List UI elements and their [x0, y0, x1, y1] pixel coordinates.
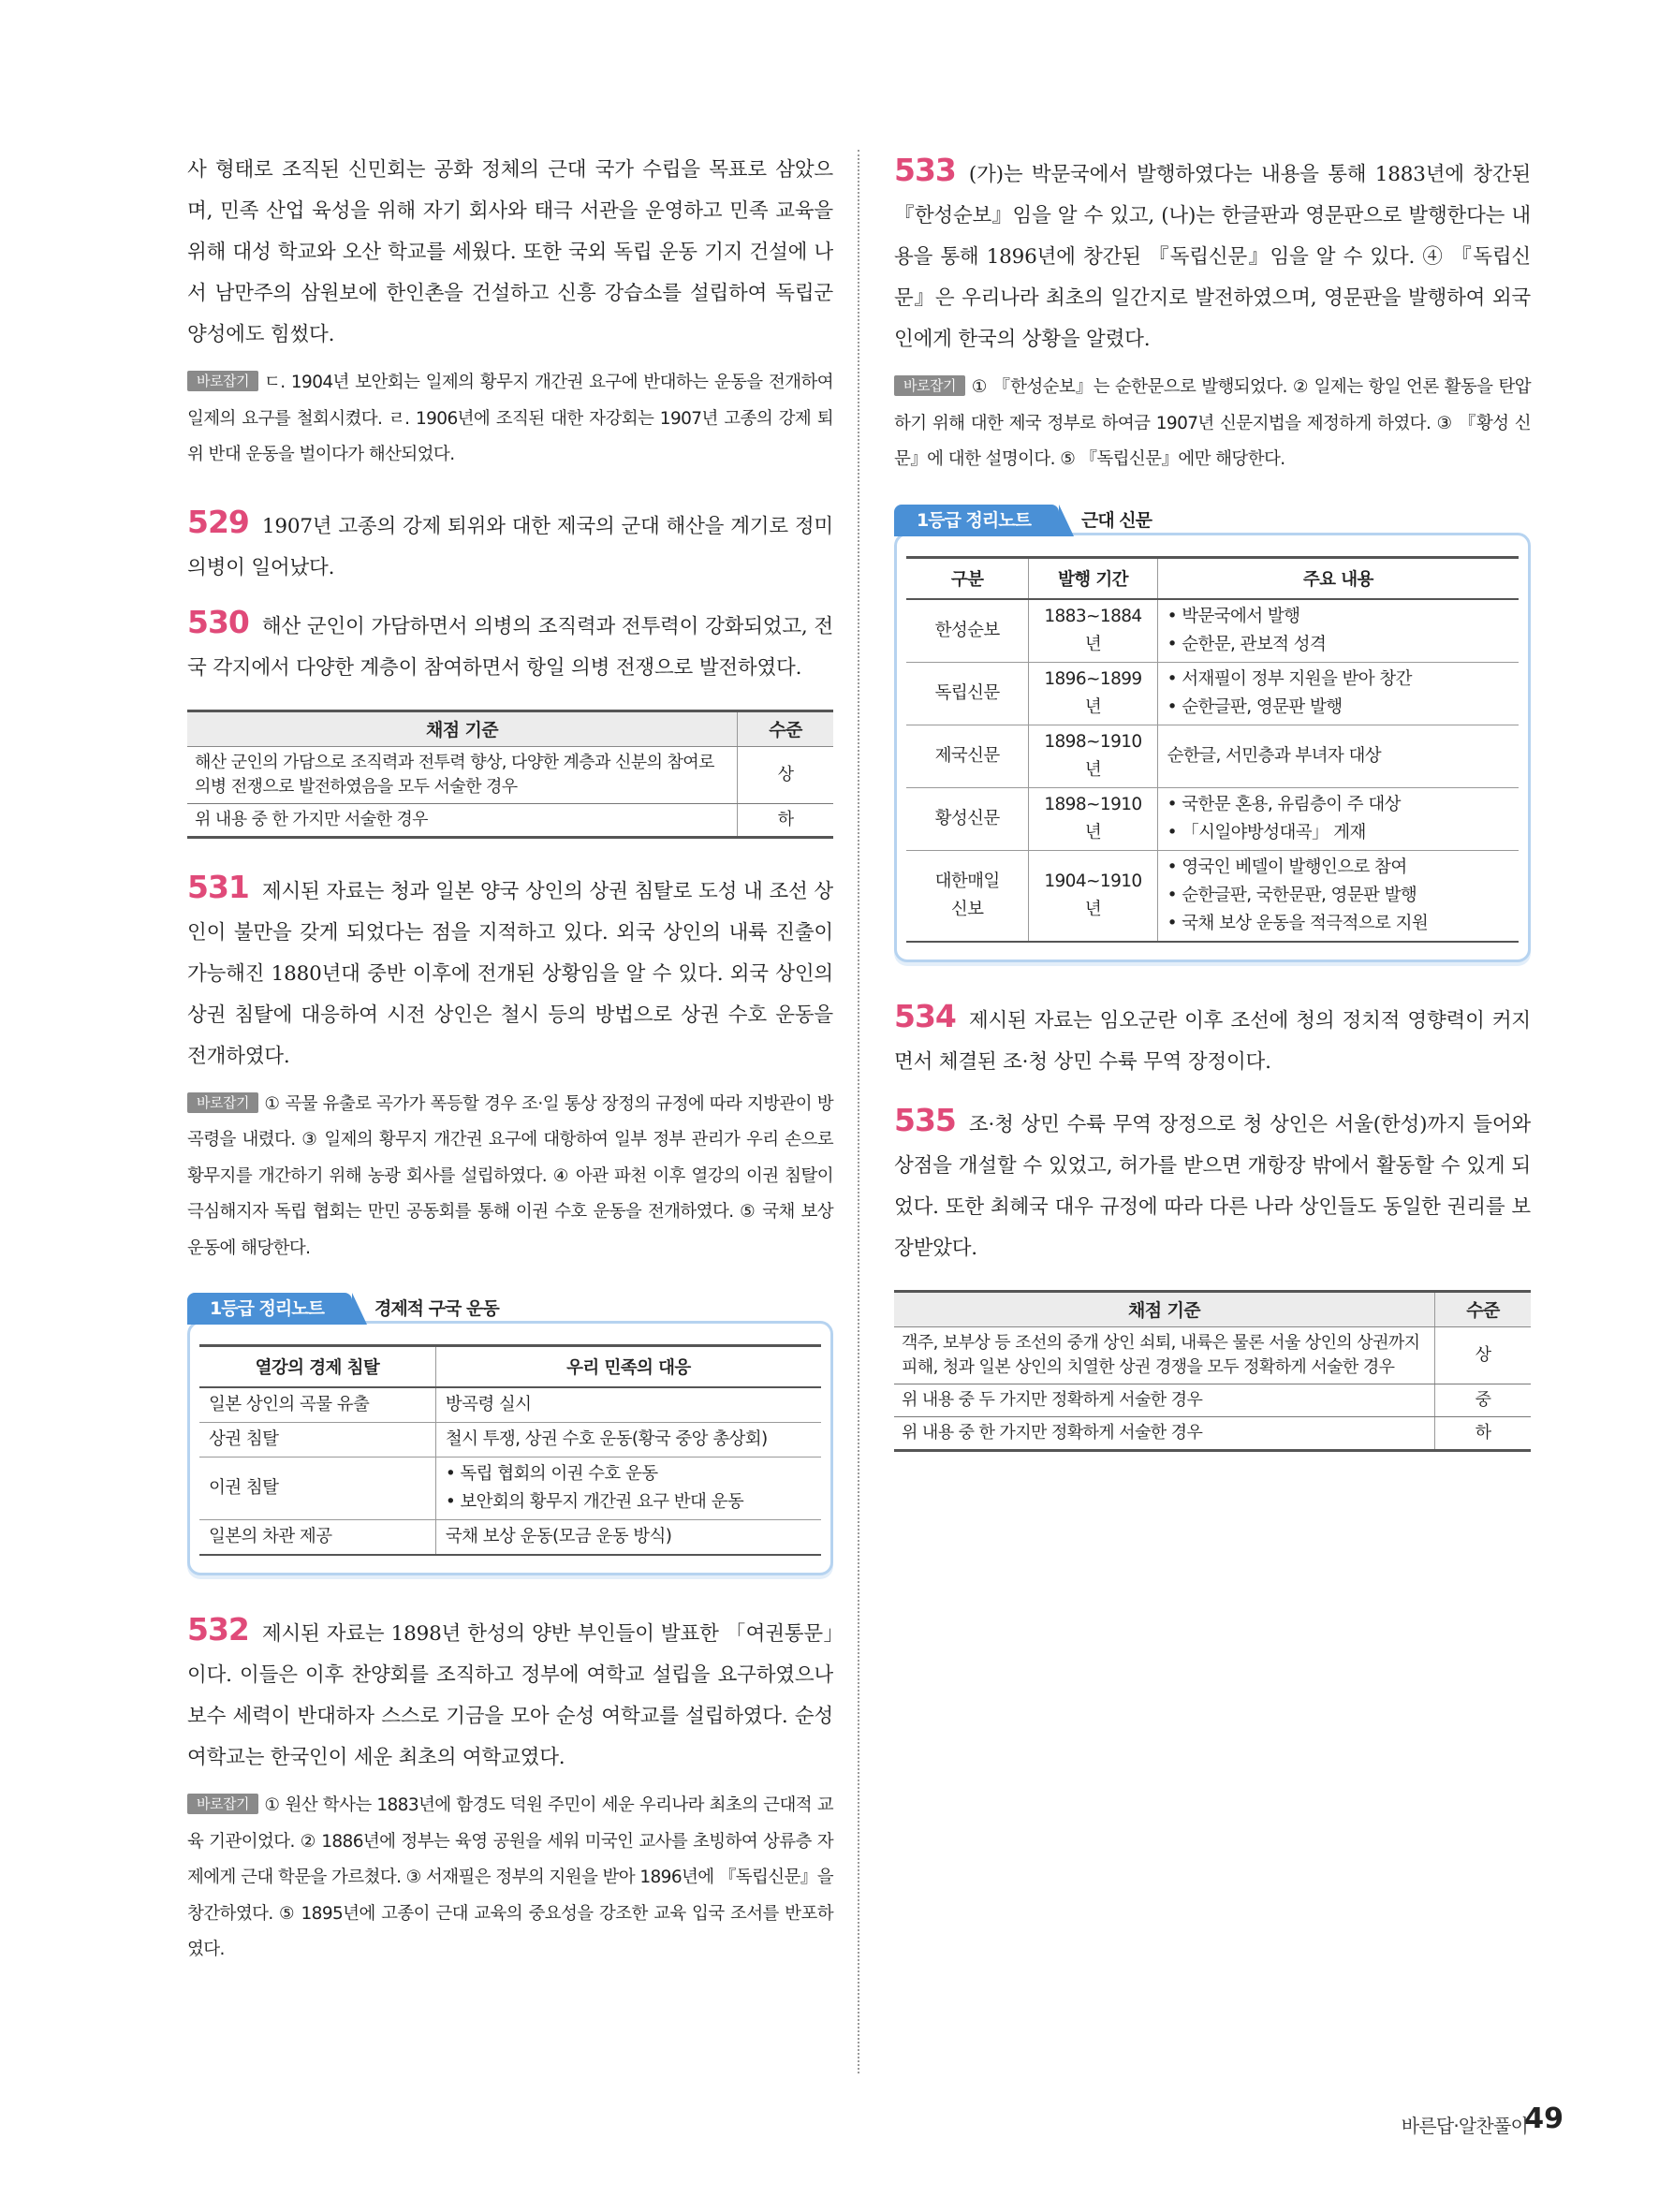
- fix-badge: 바로잡기: [187, 1092, 258, 1113]
- table-header: 열강의 경제 침탈: [199, 1346, 435, 1388]
- table-header: 채점 기준: [187, 710, 738, 746]
- cell: 일본 상인의 곡물 유출: [199, 1387, 435, 1423]
- cell-line: • 국한문 혼용, 유림층이 주 대상: [1167, 794, 1401, 814]
- cell: [1157, 599, 1519, 663]
- fix-text: ① 곡물 유출로 곡가가 폭등할 경우 조·일 통상 장정의 규정에 따라 지방관이 방곡령을 내렸다. ③ 일제의 황무지 개간권 요구에 대항하여 일부 정부 관리가 우리 손으로 황무지를 개간하기 위해 농광 회사를 설립하였다. ④ 아관 파천 이후 열강의 이권 침탈이 극심해지자 독립 협회는 만민 공동회를 통해 이권 수호 운동을 전개하였다. ⑤ 국채 보상 운동에 해당한다.: [187, 1093, 833, 1258]
- table-header: 우리 민족의 대응: [435, 1346, 821, 1388]
- note-table: [199, 1344, 821, 1556]
- table-row: [906, 725, 1519, 787]
- fix-text: ① 『한성순보』는 순한문으로 발행되었다. ② 일제는 항일 언론 활동을 탄압하기 위해 대한 제국 정부로 하여금 1907년 신문지법을 제정하게 하였다. ③ 『황성 신문』에 대한 설명이다. ⑤ 『독립신문』에만 해당한다.: [894, 377, 1531, 469]
- fix-badge: 바로잡기: [187, 371, 258, 391]
- question-535: [894, 1100, 1531, 1269]
- cell: 방곡령 실시: [435, 1387, 821, 1423]
- criterion-cell: 위 내용 중 한 가지만 서술한 경우: [187, 803, 738, 837]
- cell-line: • 독립 협회의 이권 수호 운동: [445, 1464, 658, 1484]
- cell: 1883~1884년: [1029, 599, 1157, 663]
- cell: 제국신문: [906, 725, 1029, 787]
- table-row: [894, 1416, 1531, 1450]
- question-number: 531: [187, 868, 249, 905]
- answer-text: (가)는 박문국에서 발행하였다는 내용을 통해 1883년에 창간된 『한성순보』임을 알 수 있고, (나)는 한글판과 영문판으로 발행한다는 내용을 통해 1896년에 창간된 『독립신문』임을 알 수 있다. ④ 『독립신문』은 우리나라 최초의 일간지로 발전하였으며, 영문판을 발행하여 외국인에게 한국의 상황을 알렸다.: [894, 163, 1531, 351]
- note-tab: 1등급 정리노트: [187, 1293, 352, 1325]
- criterion-cell: 객주, 보부상 등 조선의 중개 상인 쇠퇴, 내륙은 물론 서울 상인의 상권까지 피해, 청과 일본 상인의 치열한 상권 경쟁을 모두 정확하게 서술한 경우: [894, 1326, 1435, 1384]
- question-number: 534: [894, 997, 956, 1034]
- question-number: 533: [894, 152, 956, 188]
- level-cell: 하: [738, 803, 834, 837]
- cell: [906, 850, 1029, 942]
- table-row: [894, 1384, 1531, 1416]
- summary-note-newspapers: [894, 505, 1531, 962]
- table-row: [199, 1458, 821, 1520]
- answer-text: 1907년 고종의 강제 퇴위와 대한 제국의 군대 해산을 계기로 정미의병이 일어났다.: [187, 514, 833, 579]
- table-row: [199, 1520, 821, 1556]
- cell-line: • 순한문, 관보적 성격: [1167, 634, 1327, 654]
- note-box: [187, 1321, 833, 1575]
- table-header: 수준: [1435, 1291, 1532, 1326]
- cell-line: • 국채 보상 운동을 적극적으로 지원: [1167, 913, 1429, 933]
- cell: 순한글, 서민층과 부녀자 대상: [1157, 725, 1519, 787]
- page-number: 49: [1524, 2102, 1564, 2135]
- table-header: 발행 기간: [1029, 557, 1157, 599]
- cell-line: • 순한글판, 국한문판, 영문판 발행: [1167, 885, 1417, 905]
- column-divider: [858, 150, 859, 2073]
- note-table: [906, 556, 1519, 943]
- fix-text: ㄷ. 1904년 보안회는 일제의 황무지 개간권 요구에 반대하는 운동을 전개하여 일제의 요구를 철회시켰다. ㄹ. 1906년에 조직된 대한 자강회는 1907년 고종의 강제 퇴위 반대 운동을 벌이다가 해산되었다.: [187, 373, 833, 464]
- q531-fix: [187, 1087, 833, 1267]
- question-529: [187, 502, 833, 589]
- answer-text: 제시된 자료는 임오군란 이후 조선에 청의 정치적 영향력이 커지면서 체결된 조·청 상민 수륙 무역 장정이다.: [894, 1008, 1531, 1074]
- table-row: [906, 787, 1519, 850]
- question-number: 532: [187, 1611, 249, 1648]
- criterion-cell: 위 내용 중 두 가지만 정확하게 서술한 경우: [894, 1384, 1435, 1416]
- answer-text: 제시된 자료는 청과 일본 양국 상인의 상권 침탈로 도성 내 조선 상인이 불만을 갖게 되었다는 점을 지적하고 있다. 외국 상인의 내륙 진출이 가능해진 1880년대 중반 이후에 전개된 상황임을 알 수 있다. 외국 상인의 상권 침탈에 대응하여 시전 상인은 철시 등의 방법으로 상권 수호 운동을 전개하였다.: [187, 879, 833, 1068]
- answer-text: 제시된 자료는 1898년 한성의 양반 부인들이 발표한 「여권통문」이다. 이들은 이후 찬양회를 조직하고 정부에 여학교 설립을 요구하였으나 보수 세력이 반대하자 스스로 기금을 모아 순성 여학교를 설립하였다. 순성 여학교는 한국인이 세운 최초의 여학교였다.: [187, 1622, 833, 1769]
- cell: 한성순보: [906, 599, 1029, 663]
- question-number: 530: [187, 603, 249, 640]
- answer-text: 조·청 상민 수륙 무역 장정으로 청 상인은 서울(한성)까지 들어와 상점을 개설할 수 있었고, 허가를 받으면 개항장 밖에서 활동할 수 있게 되었다. 또한 최혜국 대우 규정에 따라 다른 나라 상인들도 동일한 권리를 보장받았다.: [894, 1112, 1531, 1260]
- table-row: [894, 1326, 1531, 1384]
- criterion-cell: 해산 군인의 가담으로 조직력과 전투력 향상, 다양한 계층과 신분의 참여로 의병 전쟁으로 발전하였음을 모두 서술한 경우: [187, 746, 738, 803]
- question-534: [894, 996, 1531, 1083]
- cell: [435, 1458, 821, 1520]
- q533-fix: [894, 370, 1531, 478]
- note-box: [894, 533, 1531, 962]
- table-header: 주요 내용: [1157, 557, 1519, 599]
- cell: 독립신문: [906, 662, 1029, 725]
- table-header: 수준: [738, 710, 834, 746]
- cell-line: 신보: [950, 899, 984, 919]
- scoring-table-530: [187, 710, 833, 839]
- table-row: [187, 803, 833, 837]
- question-531: [187, 867, 833, 1077]
- table-row: [199, 1423, 821, 1458]
- table-header: 구분: [906, 557, 1029, 599]
- question-530: [187, 602, 833, 689]
- question-number: 535: [894, 1101, 956, 1138]
- note-title: 경제적 구국 운동: [374, 1298, 499, 1319]
- table-row: [199, 1387, 821, 1423]
- fix-badge: 바로잡기: [894, 375, 965, 396]
- cell: 1904~1910년: [1029, 850, 1157, 942]
- cell-line: • 「시일야방성대곡」 게재: [1167, 822, 1366, 842]
- table-row: [906, 599, 1519, 663]
- table-row: [187, 746, 833, 803]
- cell: 1898~1910년: [1029, 725, 1157, 787]
- question-532: [187, 1609, 833, 1779]
- question-number: 529: [187, 503, 249, 540]
- level-cell: 상: [1435, 1326, 1532, 1384]
- cell-line: 대한매일: [934, 871, 1000, 891]
- intro-fix: [187, 365, 833, 474]
- right-column: [894, 150, 1531, 1452]
- footer-label: 바른답·알찬풀이: [1401, 2115, 1528, 2137]
- fix-text: ① 원산 학사는 1883년에 함경도 덕원 주민이 세운 우리나라 최초의 근대적 교육 기관이었다. ② 1886년에 정부는 육영 공원을 세워 미국인 교사를 초빙하여 상류층 자제에게 근대 학문을 가르쳤다. ③ 서재필은 정부의 지원을 받아 1896년에 『독립신문』을 창간하였다. ⑤ 1895년에 고종이 근대 교육의 중요성을 강조한 교육 입국 조서를 반포하였다.: [187, 1795, 833, 1959]
- cell: 철시 투쟁, 상권 수호 운동(황국 중앙 총상회): [435, 1423, 821, 1458]
- cell: 상권 침탈: [199, 1423, 435, 1458]
- table-row: [906, 850, 1519, 942]
- criterion-cell: 위 내용 중 한 가지만 정확하게 서술한 경우: [894, 1416, 1435, 1450]
- level-cell: 중: [1435, 1384, 1532, 1416]
- level-cell: 상: [738, 746, 834, 803]
- answer-text: 해산 군인이 가담하면서 의병의 조직력과 전투력이 강화되었고, 전국 각지에서 다양한 계층이 참여하면서 항일 의병 전쟁으로 발전하였다.: [187, 614, 833, 680]
- cell-line: • 서재필이 정부 지원을 받아 창간: [1167, 668, 1412, 689]
- q532-fix: [187, 1788, 833, 1969]
- cell-line: • 박문국에서 발행: [1167, 606, 1300, 626]
- level-cell: 하: [1435, 1416, 1532, 1450]
- table-row: [906, 662, 1519, 725]
- cell-line: • 영국인 베델이 발행인으로 참여: [1167, 857, 1407, 877]
- cell: 황성신문: [906, 787, 1029, 850]
- fix-badge: 바로잡기: [187, 1794, 258, 1814]
- intro-paragraph: 사 형태로 조직된 신민회는 공화 정체의 근대 국가 수립을 목표로 삼았으며, 민족 산업 육성을 위해 자기 회사와 태극 서관을 운영하고 민족 교육을 위해 대성 학교와 오산 학교를 세웠다. 또한 국외 독립 운동 기지 건설에 나서 남만주의 삼원보에 한인촌을 건설하고 신흥 강습소를 설립하여 독립군 양성에도 힘썼다.: [187, 158, 833, 346]
- cell: [1157, 662, 1519, 725]
- cell: 국채 보상 운동(모금 운동 방식): [435, 1520, 821, 1556]
- summary-note-economic: [187, 1293, 833, 1575]
- cell: [1157, 787, 1519, 850]
- note-tab: 1등급 정리노트: [894, 505, 1059, 536]
- scoring-table-535: [894, 1290, 1531, 1452]
- cell: 일본의 차관 제공: [199, 1520, 435, 1556]
- cell: [1157, 850, 1519, 942]
- table-header: 채점 기준: [894, 1291, 1435, 1326]
- note-title: 근대 신문: [1080, 509, 1152, 531]
- cell: 1898~1910년: [1029, 787, 1157, 850]
- cell: 이권 침탈: [199, 1458, 435, 1520]
- cell-line: • 순한글판, 영문판 발행: [1167, 696, 1343, 717]
- cell-line: • 보안회의 황무지 개간권 요구 반대 운동: [445, 1492, 744, 1512]
- left-column: [187, 150, 833, 1969]
- cell: 1896~1899년: [1029, 662, 1157, 725]
- question-533: [894, 150, 1531, 360]
